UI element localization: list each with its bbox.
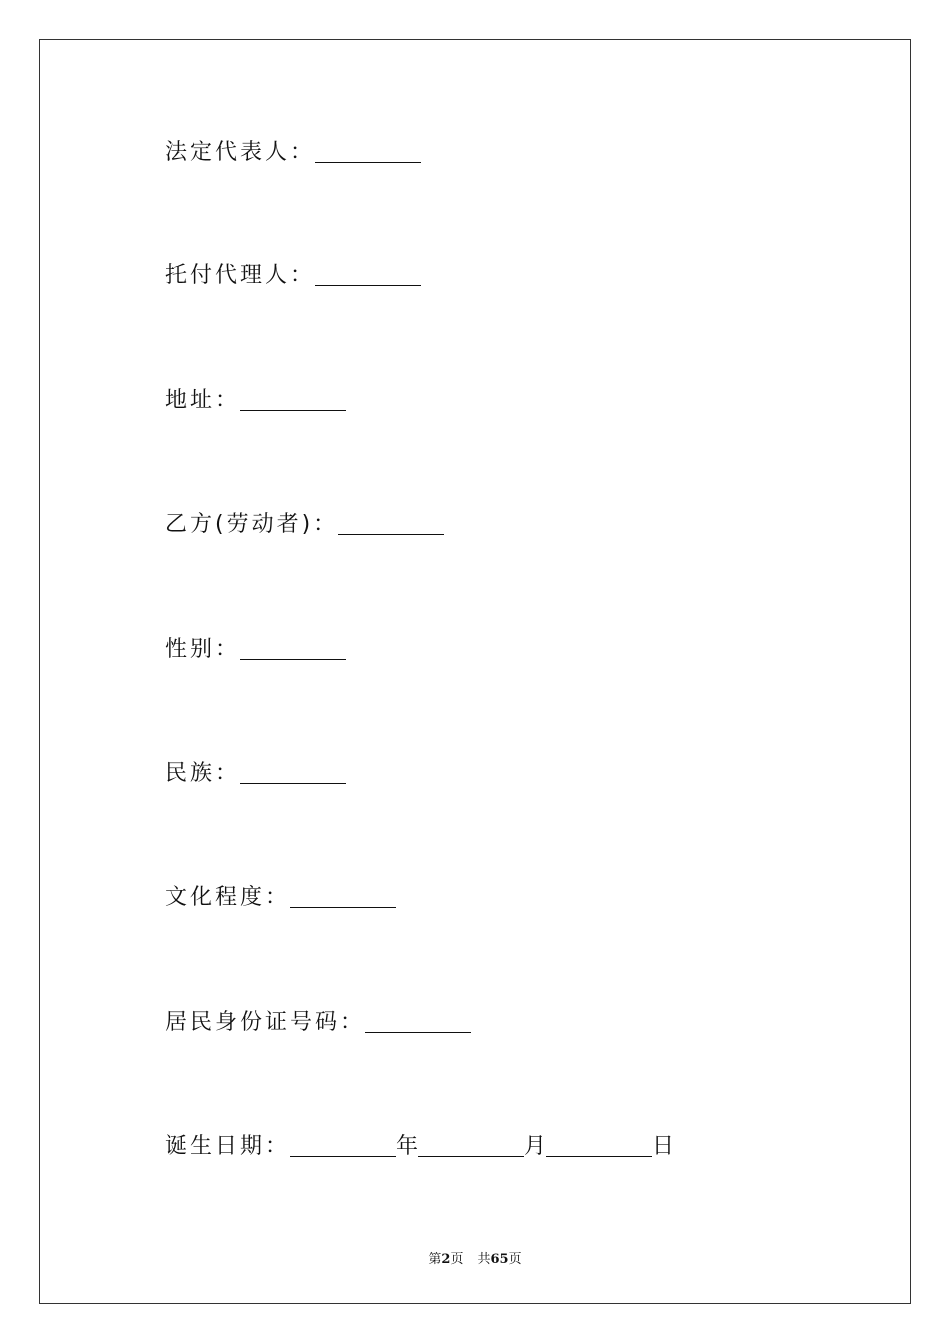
id-number-label: 居民身份证号码： [165,1010,366,1035]
party-b-label: 乙方(劳动者)： [165,512,339,537]
legal-representative-field [165,136,421,166]
total-prefix: 共 [477,1252,491,1267]
page-border [39,39,911,1304]
agent-label: 托付代理人： [165,263,316,288]
month-label: 月 [524,1134,547,1159]
page-suffix: 页 [450,1252,464,1267]
total-suffix: 页 [508,1252,522,1267]
education-blank[interactable] [290,885,396,908]
page-number: 2 [441,1252,451,1267]
gender-blank[interactable] [240,637,346,660]
ethnicity-field [165,757,346,787]
birth-day-blank[interactable] [546,1134,652,1157]
total-pages: 65 [490,1252,509,1267]
gender-field [165,633,346,663]
id-number-blank[interactable] [365,1010,471,1033]
legal-representative-label: 法定代表人： [165,140,316,165]
birth-month-blank[interactable] [418,1134,524,1157]
gender-label: 性别： [165,637,241,662]
address-field [165,384,346,414]
education-label: 文化程度： [165,885,291,910]
party-b-field [165,508,444,538]
agent-blank[interactable] [315,263,421,286]
birth-year-blank[interactable] [290,1134,396,1157]
year-label: 年 [396,1134,419,1159]
agent-field [165,259,421,289]
legal-representative-blank[interactable] [315,140,421,163]
party-b-blank[interactable] [338,512,444,535]
page-footer [0,1248,950,1267]
address-label: 地址： [165,388,241,413]
birth-date-label: 诞生日期： [165,1134,291,1159]
day-label: 日 [652,1134,675,1159]
id-number-field [165,1006,471,1036]
education-field [165,881,396,911]
birth-date-field [165,1130,674,1160]
ethnicity-blank[interactable] [240,761,346,784]
ethnicity-label: 民族： [165,761,241,786]
address-blank[interactable] [240,388,346,411]
page-prefix: 第 [428,1252,442,1267]
